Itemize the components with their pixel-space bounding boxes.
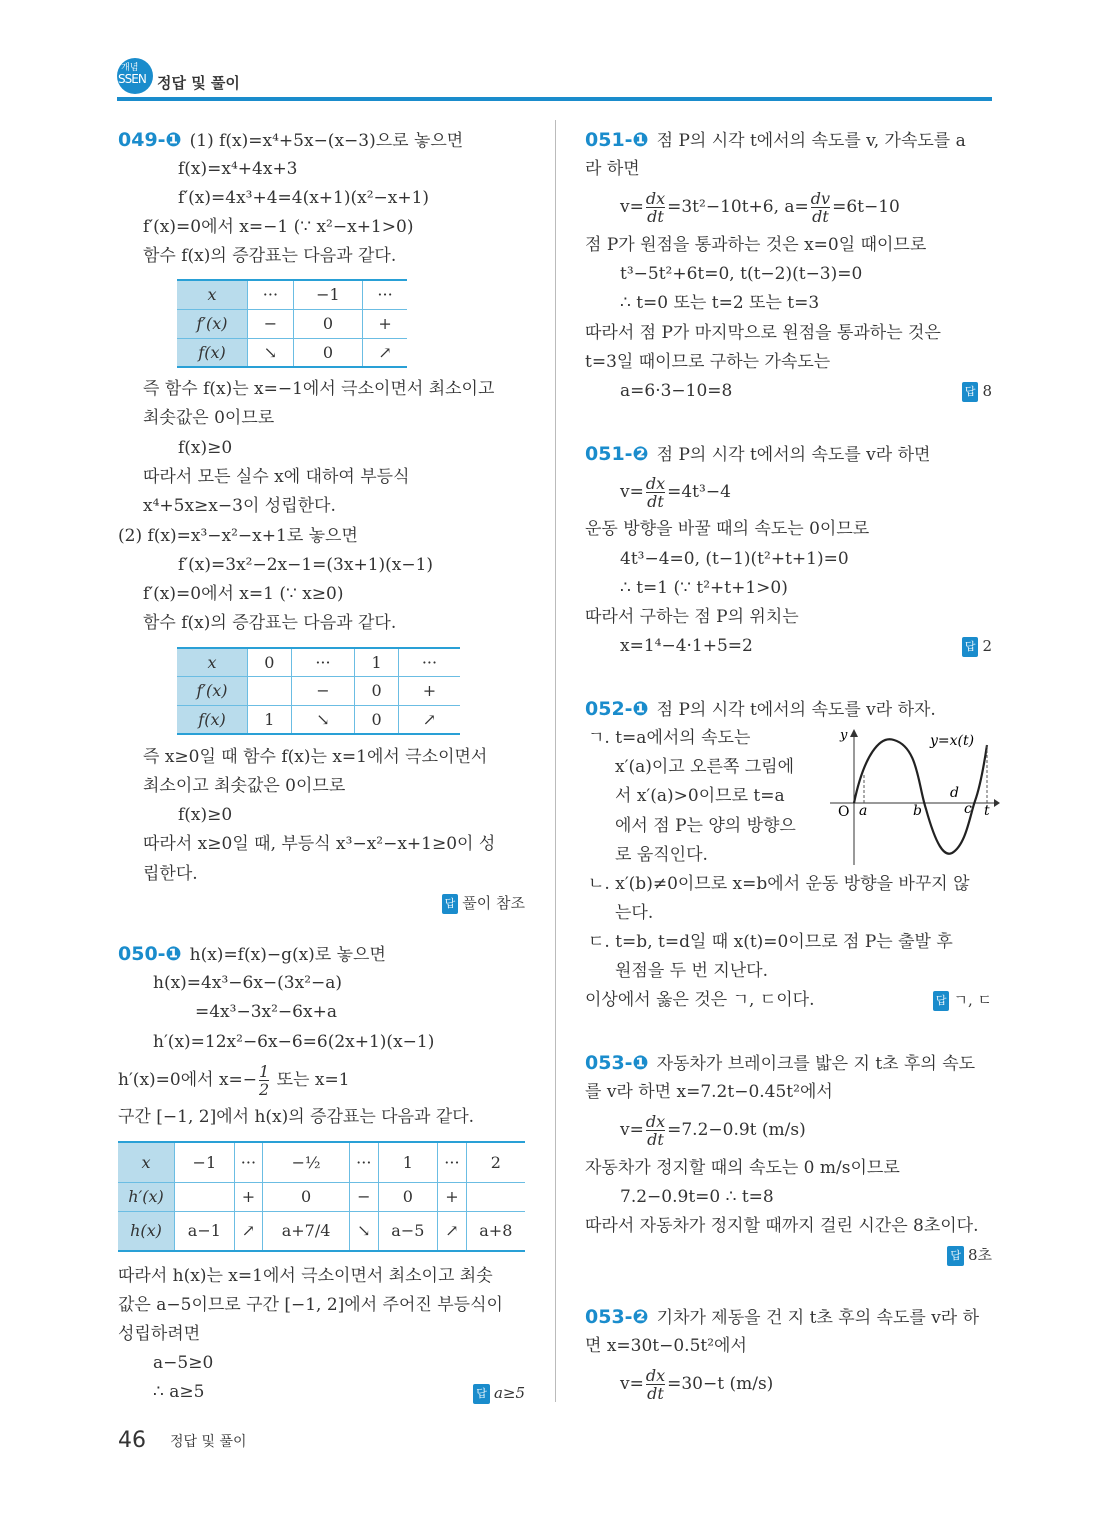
logo [117, 58, 153, 94]
text: ❶ [632, 698, 649, 720]
answer-051-1 [962, 381, 992, 402]
table-cell: ··· [363, 280, 407, 309]
table-cell: ↗ [234, 1211, 262, 1251]
table-cell [466, 1182, 525, 1211]
table-cell: ↘ [350, 1211, 378, 1251]
answer-053-1 [947, 1245, 992, 1266]
text-line: ∴ t=1 (∵ t²+t+1>0) [620, 578, 788, 598]
text-line: 4t³−4=0, (t−1)(t²+t+1)=0 [620, 549, 849, 569]
text: v= [620, 1374, 644, 1394]
text: 051- [585, 443, 633, 465]
table-cell: 2 [466, 1142, 525, 1182]
text: ❶ [632, 129, 649, 151]
text: ❶ [632, 1052, 649, 1074]
text-line: a−5≥0 [153, 1353, 214, 1373]
problem-051-2 [585, 443, 930, 466]
text-line: t=3일 때이므로 구하는 가속도는 [585, 352, 831, 372]
text: 051- [585, 129, 633, 151]
text: O [838, 804, 850, 820]
header-rule [117, 97, 992, 101]
text-line: (2) f(x)=x³−x²−x+1로 놓으면 [118, 526, 358, 546]
text-line: 값은 a−5이므로 구간 [−1, 2]에서 주어진 부등식이 [118, 1295, 503, 1315]
table-cell: 1 [355, 648, 399, 676]
text: 050- [118, 943, 166, 965]
table-cell: ··· [291, 648, 355, 676]
answer-050 [473, 1383, 525, 1404]
table-cell: x [118, 1142, 175, 1182]
text-line: 이상에서 옳은 것은 ㄱ, ㄷ이다. [585, 990, 815, 1010]
text-line: 7.2−0.9t=0 ∴ t=8 [620, 1187, 774, 1207]
text: dx [645, 189, 666, 208]
table-cell: − [291, 676, 355, 705]
table-cell: + [234, 1182, 262, 1211]
table-cell: −1 [175, 1142, 235, 1182]
text: 답 [947, 1246, 964, 1266]
text: 답 [473, 1384, 490, 1404]
text: 답 [442, 894, 459, 914]
text: a≥5 [493, 1384, 525, 1402]
text-line: ㄷ. t=b, t=d일 때 x(t)=0이므로 점 P는 출발 후 [588, 932, 953, 952]
text: 053- [585, 1052, 633, 1074]
text-line: f′(x)=0에서 x=−1 (∵ x²−x+1>0) [143, 217, 414, 237]
text: (1) f(x)=x⁴+5x−(x−3)으로 놓으면 [189, 131, 464, 151]
table-cell [248, 676, 292, 705]
text: dx [645, 1366, 666, 1385]
text: d [950, 785, 959, 801]
text: 049- [118, 129, 166, 151]
answer-052 [933, 990, 992, 1011]
table-cell: f(x) [177, 338, 248, 367]
table-cell: h′(x) [118, 1182, 175, 1211]
text-line: 구간 [−1, 2]에서 h(x)의 증감표는 다음과 같다. [118, 1107, 475, 1127]
text: 2 [982, 637, 992, 655]
table-cell: a+8 [466, 1211, 525, 1251]
text-line: 는다. [615, 903, 654, 923]
text: 답 [962, 382, 979, 402]
velocity-equation [620, 189, 900, 225]
text: 2 [259, 1080, 270, 1099]
text-line: 서 x′(a)>0이므로 t=a [615, 786, 785, 806]
text: t [984, 803, 990, 819]
answer-049 [442, 893, 525, 914]
table-cell: a−1 [175, 1211, 235, 1251]
text-line: 성립하려면 [118, 1324, 201, 1344]
text: a [859, 803, 868, 819]
text: dt [812, 207, 829, 226]
column-divider [555, 120, 556, 1402]
table-cell: ↘ [248, 338, 294, 367]
text-line: a=6·3−10=8 [620, 381, 733, 401]
variation-table-2 [177, 647, 460, 735]
text: 8 [982, 382, 992, 400]
text: 풀이 참조 [462, 894, 525, 912]
text: 점 P의 시각 t에서의 속도를 v라 하자. [656, 700, 936, 720]
text: 점 P의 시각 t에서의 속도를 v라 하면 [656, 445, 931, 465]
text-line: ㄴ. x′(b)≠0이므로 x=b에서 운동 방향을 바꾸지 않 [588, 874, 970, 894]
text-line: f(x)≥0 [178, 438, 233, 458]
text: ❶ [165, 943, 182, 965]
text-line: 따라서 구하는 점 P의 위치는 [585, 607, 799, 627]
text-line: f′(x)=3x²−2x−1=(3x+1)(x−1) [178, 555, 434, 575]
table-cell: h(x) [118, 1211, 175, 1251]
text-line: ∴ t=0 또는 t=2 또는 t=3 [620, 293, 820, 313]
page-number: 46 [118, 1428, 146, 1453]
table-cell: a+7/4 [263, 1211, 350, 1251]
table-cell: 0 [248, 648, 292, 676]
table-cell: ↘ [291, 705, 355, 734]
table-cell: f′(x) [177, 676, 248, 705]
text-line: =4x³−3x²−6x+a [195, 1002, 337, 1022]
table-cell: 0 [263, 1182, 350, 1211]
text-line: 운동 방향을 바꿀 때의 속도는 0이므로 [585, 519, 870, 539]
text-line: 함수 f(x)의 증감표는 다음과 같다. [143, 613, 397, 633]
text: dx [645, 474, 666, 493]
text-line: h′(x)=12x²−6x−6=6(2x+1)(x−1) [153, 1032, 435, 1052]
text-line: 를 v라 하면 x=7.2t−0.45t²에서 [585, 1082, 833, 1102]
variation-table-3 [118, 1141, 525, 1252]
text: dt [647, 492, 664, 511]
text-line: 즉 x≥0일 때 함수 f(x)는 x=1에서 극소이면서 [143, 747, 488, 767]
text-line: t³−5t²+6t=0, t(t−2)(t−3)=0 [620, 264, 863, 284]
text: 개념 [121, 63, 139, 73]
text-line: 립한다. [143, 864, 198, 884]
problem-050-1 [118, 943, 386, 966]
text: =4t³−4 [667, 482, 731, 502]
text-line: 에서 점 P는 양의 방향으 [615, 816, 796, 836]
text: 답 [933, 991, 950, 1011]
text: 점 P의 시각 t에서의 속도를 v, 가속도를 a [656, 131, 966, 151]
text-line: 면 x=30t−0.5t²에서 [585, 1336, 747, 1356]
text: =6t−10 [832, 197, 900, 217]
text-line: 따라서 x≥0일 때, 부등식 x³−x²−x+1≥0이 성 [143, 834, 496, 854]
text-line: f(x)≥0 [178, 805, 233, 825]
text-line: f(x)=x⁴+4x+3 [178, 159, 298, 179]
text-line: f′(x)=0에서 x=1 (∵ x≥0) [143, 584, 344, 604]
text-line: 따라서 모든 실수 x에 대하여 부등식 [143, 467, 410, 487]
text-line: x′(a)이고 오른쪽 그림에 [615, 757, 795, 777]
table-cell: − [350, 1182, 378, 1211]
text: ❶ [165, 129, 182, 151]
text: SSEN [118, 72, 146, 86]
text: v= [620, 1120, 644, 1140]
text-line: x=1⁴−4·1+5=2 [620, 636, 753, 656]
text: h(x)=f(x)−g(x)로 놓으면 [189, 945, 386, 965]
text-line: 로 움직인다. [615, 845, 708, 865]
text: ㄱ, ㄷ [953, 991, 992, 1009]
text: v= [620, 197, 644, 217]
text: =7.2−0.9t (m/s) [667, 1120, 806, 1140]
table-cell: − [248, 309, 294, 338]
text: ❷ [632, 1306, 649, 1328]
problem-052-1 [585, 698, 936, 721]
text: v= [620, 482, 644, 502]
text-line: ㄱ. t=a에서의 속도는 [588, 728, 751, 748]
text: 8초 [967, 1246, 992, 1264]
table-cell: ··· [438, 1142, 466, 1182]
problem-049-1 [118, 129, 463, 152]
text: dx [645, 1112, 666, 1131]
text-line: x⁴+5x≥x−3이 성립한다. [143, 496, 336, 516]
table-cell: ↗ [398, 705, 460, 734]
text-line: 최솟값은 0이므로 [143, 408, 275, 428]
table-cell: f′(x) [177, 309, 248, 338]
table-cell: ↗ [363, 338, 407, 367]
table-cell: 0 [293, 309, 362, 338]
text: =3t²−10t+6, a= [667, 197, 809, 217]
text-line: 라 하면 [585, 159, 640, 179]
table-cell: + [398, 676, 460, 705]
table-cell: 0 [355, 676, 399, 705]
velocity-equation [620, 1366, 773, 1402]
text-line: 최소이고 최솟값은 0이므로 [143, 776, 346, 796]
header-title: 정답 및 풀이 [157, 74, 240, 92]
text: b [913, 803, 922, 819]
table-cell: f(x) [177, 705, 248, 734]
text: 자동차가 브레이크를 밟은 지 t초 후의 속도 [656, 1054, 976, 1074]
text-line: 즉 함수 f(x)는 x=−1에서 극소이면서 최소이고 [143, 379, 495, 399]
text-line: h(x)=4x³−6x−(3x²−a) [153, 973, 343, 993]
problem-053-2 [585, 1306, 979, 1329]
text-line: f′(x)=4x³+4=4(x+1)(x²−x+1) [178, 188, 430, 208]
text: dt [647, 1130, 664, 1149]
table-cell: + [438, 1182, 466, 1211]
text: h′(x)=0에서 x=− [118, 1070, 258, 1090]
variation-table-1 [177, 279, 407, 368]
text-line: 따라서 자동차가 정지할 때까지 걸린 시간은 8초이다. [585, 1216, 979, 1236]
table-cell: 1 [248, 705, 292, 734]
table-cell: −1 [293, 280, 362, 309]
table-cell: ··· [350, 1142, 378, 1182]
problem-053-1 [585, 1052, 975, 1075]
text: dt [647, 1384, 664, 1403]
text: ❷ [632, 443, 649, 465]
table-cell: x [177, 280, 248, 309]
text: y [840, 728, 848, 743]
table-cell: ··· [234, 1142, 262, 1182]
table-cell: 0 [378, 1182, 438, 1211]
text-line: 함수 f(x)의 증감표는 다음과 같다. [143, 246, 397, 266]
text: 052- [585, 698, 633, 720]
footer-title: 정답 및 풀이 [170, 1434, 247, 1450]
table-cell: 0 [355, 705, 399, 734]
text: y=x(t) [930, 733, 975, 749]
table-cell: x [177, 648, 248, 676]
answer-051-2 [962, 636, 992, 657]
text-line: 따라서 점 P가 마지막으로 원점을 통과하는 것은 [585, 323, 941, 343]
text: dt [647, 207, 664, 226]
text: =30−t (m/s) [667, 1374, 774, 1394]
text-line: 점 P가 원점을 통과하는 것은 x=0일 때이므로 [585, 235, 927, 255]
table-cell: ··· [248, 280, 294, 309]
text: 또는 x=1 [271, 1070, 350, 1090]
text-line [118, 1062, 350, 1098]
text: 053- [585, 1306, 633, 1328]
text-line: 자동차가 정지할 때의 속도는 0 m/s이므로 [585, 1158, 900, 1178]
problem-051-1 [585, 129, 966, 152]
text: 기차가 제동을 건 지 t초 후의 속도를 v라 하 [656, 1308, 980, 1328]
table-cell: 1 [378, 1142, 438, 1182]
velocity-equation [620, 474, 731, 510]
text-line: 따라서 h(x)는 x=1에서 극소이면서 최소이고 최솟 [118, 1266, 493, 1286]
text: 답 [962, 637, 979, 657]
table-cell: a−5 [378, 1211, 438, 1251]
text-line: ∴ a≥5 [153, 1382, 205, 1402]
table-cell: 0 [293, 338, 362, 367]
table-cell: −½ [263, 1142, 350, 1182]
text: c [964, 801, 972, 817]
text-line: 원점을 두 번 지난다. [615, 961, 768, 981]
table-cell: ··· [398, 648, 460, 676]
table-cell [175, 1182, 235, 1211]
position-graph [830, 725, 1000, 870]
table-cell: + [363, 309, 407, 338]
text: 1 [259, 1062, 270, 1081]
table-cell: ↗ [438, 1211, 466, 1251]
text: dv [810, 189, 831, 208]
velocity-equation [620, 1112, 806, 1148]
